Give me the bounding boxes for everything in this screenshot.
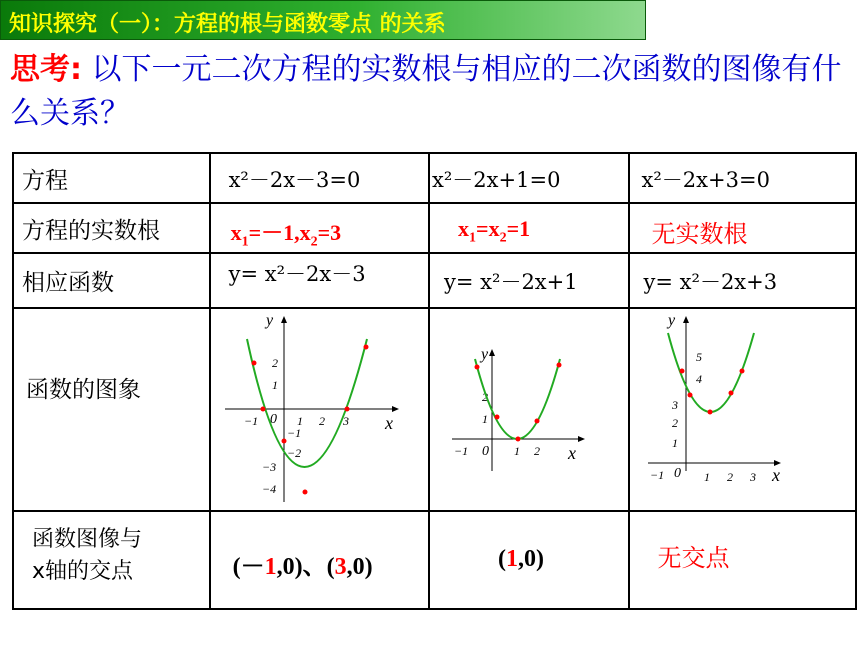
- row-label-cell: [13, 153, 210, 203]
- section-title-banner: [0, 0, 646, 40]
- y-tick-label: 1: [671, 436, 678, 450]
- x-axis-label: x: [771, 465, 780, 485]
- equation-cell-1: [210, 153, 429, 203]
- equation-cell-2: [429, 153, 629, 203]
- row-label-intersection: [32, 524, 142, 588]
- intersection-points-2: (1,0): [498, 546, 545, 572]
- x-tick-label: 1: [703, 470, 710, 484]
- x-axis-label: x: [384, 413, 393, 433]
- intersection-cell-2: [429, 511, 629, 609]
- curve-point: [475, 365, 480, 370]
- curve-point: [557, 363, 562, 368]
- equation-3: x²－2x+3=0: [641, 168, 770, 192]
- roots-cell-1: [210, 203, 429, 253]
- x-axis-arrow: [578, 436, 585, 442]
- y-tick-label: 2: [271, 356, 278, 370]
- curve-point: [679, 369, 684, 374]
- x-tick-label: −1: [649, 468, 664, 482]
- table-row-equation: [13, 153, 856, 203]
- y-tick-label: 3: [671, 398, 678, 412]
- x-axis-arrow: [392, 406, 399, 412]
- y-axis-arrow: [489, 349, 495, 356]
- comparison-table: [12, 152, 857, 610]
- graph-1-parabola: [211, 309, 429, 510]
- parabola-curve: [247, 339, 367, 467]
- row-label-intersection-line2: x轴的交点: [32, 559, 134, 584]
- curve-point: [728, 391, 733, 396]
- row-label-graph: 函数的图象: [26, 377, 141, 403]
- intersection-cell-1: [210, 511, 429, 609]
- y-axis-arrow: [683, 316, 689, 323]
- y-tick-label: −4: [261, 482, 276, 496]
- intersection-points-3: 无交点: [657, 544, 730, 572]
- question-prompt: [10, 48, 850, 136]
- x-tick-label: −1: [454, 444, 469, 458]
- y-axis-arrow: [281, 316, 287, 323]
- roots-cell-2: [429, 203, 629, 253]
- curve-point: [707, 410, 712, 415]
- graph-cell-1: [210, 308, 429, 511]
- x-tick-label: 3: [342, 414, 349, 428]
- curve-point: [687, 393, 692, 398]
- function-1: y= x²－2x－3: [228, 262, 366, 286]
- function-2: y= x²－2x+1: [444, 270, 578, 294]
- function-cell-2: [429, 253, 629, 308]
- row-label-function: 相应函数: [22, 270, 114, 296]
- curve-point: [363, 345, 368, 350]
- y-tick-label: −1: [286, 426, 301, 440]
- x-axis-label: x: [568, 443, 577, 463]
- curve-point: [251, 361, 256, 366]
- y-tick-label: −2: [286, 446, 301, 460]
- graph-cell-3: [629, 308, 856, 511]
- y-tick-label: 5: [695, 350, 702, 364]
- y-tick-label: 2: [671, 416, 678, 430]
- roots-1: $x_1=-1,x_2=3$: [230, 220, 342, 250]
- y-tick-label: 1: [271, 378, 278, 392]
- graph-3-parabola: [630, 309, 856, 510]
- function-cell-1: [210, 253, 429, 308]
- roots-3: 无实数根: [651, 220, 748, 248]
- origin-label: 0: [482, 444, 490, 459]
- graph-cell-2: [429, 308, 629, 511]
- table-row-graph: [13, 308, 856, 511]
- question-lead: 思考:: [10, 52, 82, 87]
- curve-point: [344, 407, 349, 412]
- x-tick-label: 3: [749, 470, 756, 484]
- function-3: y= x²－2x+3: [643, 270, 778, 294]
- y-axis-label: y: [667, 312, 675, 329]
- row-label-roots: 方程的实数根: [22, 217, 160, 244]
- function-cell-3: [629, 253, 856, 308]
- y-tick-label: −3: [261, 460, 276, 474]
- section-title: 知识探究（一）：方程的根与函数零点 的关系: [9, 12, 446, 37]
- y-tick-label: 1: [482, 412, 489, 426]
- table-row-intersection: [13, 511, 856, 609]
- y-axis-label: y: [265, 312, 273, 329]
- x-tick-label: 1: [514, 444, 521, 458]
- roots-2: $x_1=x_2=1$: [458, 216, 531, 246]
- y-axis-label: y: [481, 346, 489, 363]
- row-label-cell: [13, 203, 210, 253]
- row-label-cell: [13, 308, 210, 511]
- y-tick-label: 4: [695, 372, 702, 386]
- origin-label: 0: [673, 466, 681, 481]
- row-label-equation: 方程: [22, 167, 68, 194]
- curve-point: [516, 437, 521, 442]
- graph-2-parabola: [430, 309, 628, 510]
- x-tick-label: −1: [243, 414, 258, 428]
- equation-1: x²－2x－3=0: [228, 168, 361, 192]
- roots-cell-3: [629, 203, 856, 253]
- curve-point: [495, 415, 500, 420]
- curve-point: [302, 490, 307, 495]
- intersection-cell-3: [629, 511, 856, 609]
- equation-2: x²－2x+1=0: [432, 168, 561, 192]
- equation-cell-3: [629, 153, 856, 203]
- origin-label: 0: [269, 412, 277, 427]
- curve-point: [260, 407, 265, 412]
- row-label-cell: [13, 511, 210, 609]
- curve-point: [281, 439, 286, 444]
- parabola-curve: [475, 359, 560, 439]
- question-text: 以下一元二次方程的实数根与相应的二次函数的图像有什么关系？: [10, 52, 842, 131]
- curve-point: [739, 369, 744, 374]
- y-tick-label: 2: [482, 390, 489, 404]
- curve-point: [535, 419, 540, 424]
- x-tick-label: 2: [318, 414, 325, 428]
- row-label-intersection-line1: 函数图像与: [32, 527, 143, 552]
- intersection-points-1: (－1,0)、(3,0): [232, 554, 373, 580]
- x-tick-label: 2: [534, 444, 541, 458]
- table-row-function: [13, 253, 856, 308]
- row-label-cell: [13, 253, 210, 308]
- x-tick-label: 2: [726, 470, 733, 484]
- x-tick-label: 1: [296, 414, 303, 428]
- table-row-roots: [13, 203, 856, 253]
